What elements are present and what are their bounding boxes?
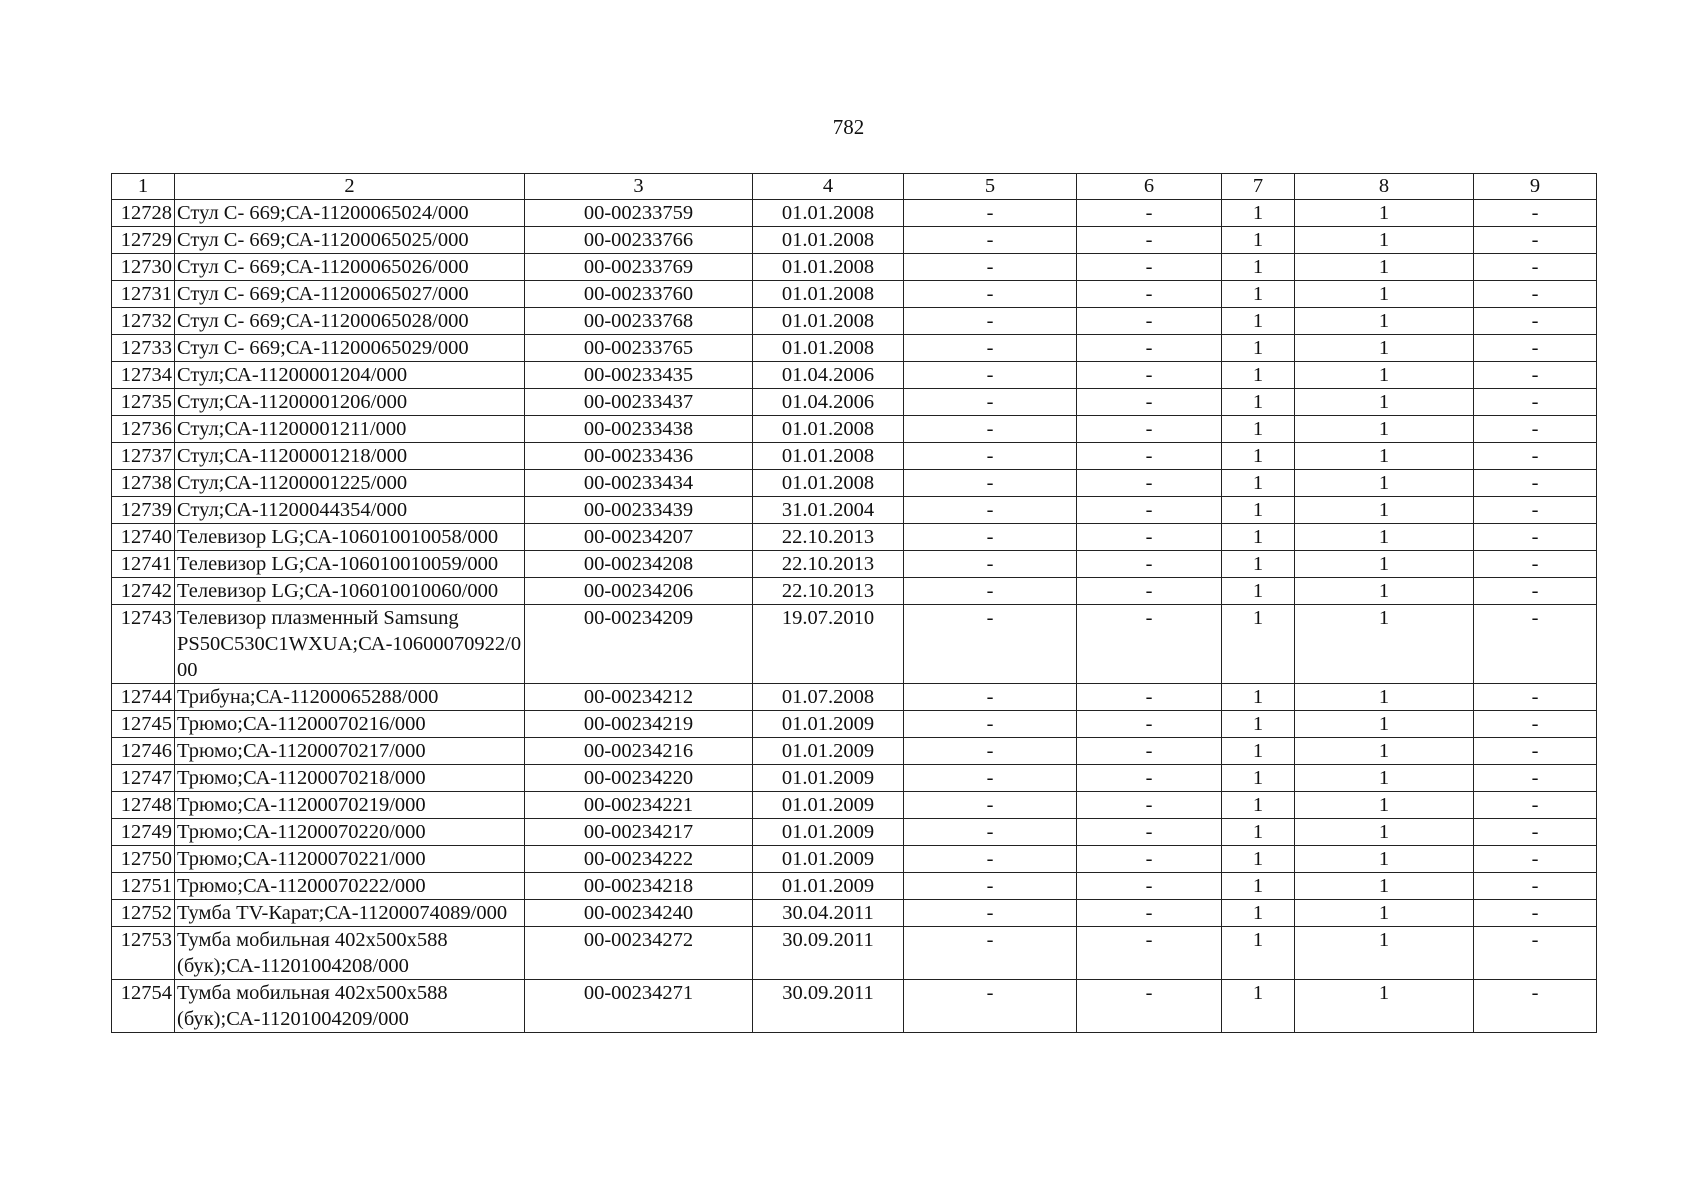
inventory-table	[111, 173, 1597, 1033]
row-number: 12728	[112, 200, 175, 227]
item-name: Тумба TV-Карат;СА-11200074089/000	[175, 900, 525, 927]
date: 01.01.2009	[753, 711, 904, 738]
table-row	[112, 335, 1597, 362]
col-9-value: -	[1474, 980, 1597, 1033]
column-header: 2	[175, 174, 525, 200]
table-row	[112, 684, 1597, 711]
col-5-value: -	[904, 819, 1077, 846]
col-5-value: -	[904, 362, 1077, 389]
col-8-value: 1	[1295, 227, 1474, 254]
col-5-value: -	[904, 846, 1077, 873]
col-7-value: 1	[1222, 389, 1295, 416]
col-9-value: -	[1474, 362, 1597, 389]
inventory-code: 00-00234206	[525, 578, 753, 605]
col-8-value: 1	[1295, 389, 1474, 416]
col-6-value: -	[1077, 738, 1222, 765]
col-8-value: 1	[1295, 578, 1474, 605]
col-5-value: -	[904, 792, 1077, 819]
table-row	[112, 711, 1597, 738]
col-5-value: -	[904, 578, 1077, 605]
col-7-value: 1	[1222, 362, 1295, 389]
col-7-value: 1	[1222, 578, 1295, 605]
item-name: Стул;СА-11200044354/000	[175, 497, 525, 524]
item-name: Трибуна;СА-11200065288/000	[175, 684, 525, 711]
col-5-value: -	[904, 254, 1077, 281]
col-6-value: -	[1077, 254, 1222, 281]
item-name: Трюмо;СА-11200070220/000	[175, 819, 525, 846]
table-row	[112, 227, 1597, 254]
col-6-value: -	[1077, 416, 1222, 443]
item-name: Телевизор LG;СА-106010010060/000	[175, 578, 525, 605]
col-9-value: -	[1474, 254, 1597, 281]
date: 01.04.2006	[753, 389, 904, 416]
col-7-value: 1	[1222, 416, 1295, 443]
col-5-value: -	[904, 443, 1077, 470]
inventory-code: 00-00234216	[525, 738, 753, 765]
item-name: Стул;СА-11200001225/000	[175, 470, 525, 497]
date: 01.01.2008	[753, 281, 904, 308]
col-8-value: 1	[1295, 335, 1474, 362]
col-5-value: -	[904, 980, 1077, 1033]
inventory-code: 00-00233760	[525, 281, 753, 308]
col-5-value: -	[904, 711, 1077, 738]
col-8-value: 1	[1295, 900, 1474, 927]
column-header: 7	[1222, 174, 1295, 200]
inventory-code: 00-00233439	[525, 497, 753, 524]
col-5-value: -	[904, 873, 1077, 900]
col-8-value: 1	[1295, 497, 1474, 524]
inventory-code: 00-00234220	[525, 765, 753, 792]
item-name: Стул;СА-11200001218/000	[175, 443, 525, 470]
col-5-value: -	[904, 281, 1077, 308]
col-9-value: -	[1474, 470, 1597, 497]
table-row	[112, 254, 1597, 281]
col-7-value: 1	[1222, 980, 1295, 1033]
table-row	[112, 281, 1597, 308]
col-9-value: -	[1474, 524, 1597, 551]
row-number: 12738	[112, 470, 175, 497]
item-name: Трюмо;СА-11200070216/000	[175, 711, 525, 738]
col-7-value: 1	[1222, 846, 1295, 873]
table-row	[112, 980, 1597, 1033]
col-7-value: 1	[1222, 443, 1295, 470]
col-8-value: 1	[1295, 846, 1474, 873]
inventory-code: 00-00234222	[525, 846, 753, 873]
item-name: Стул С- 669;СА-11200065028/000	[175, 308, 525, 335]
col-9-value: -	[1474, 711, 1597, 738]
row-number: 12730	[112, 254, 175, 281]
inventory-code: 00-00234209	[525, 605, 753, 684]
col-8-value: 1	[1295, 524, 1474, 551]
col-7-value: 1	[1222, 792, 1295, 819]
column-header: 3	[525, 174, 753, 200]
row-number: 12751	[112, 873, 175, 900]
date: 30.09.2011	[753, 927, 904, 980]
row-number: 12747	[112, 765, 175, 792]
table-row	[112, 873, 1597, 900]
col-9-value: -	[1474, 389, 1597, 416]
col-7-value: 1	[1222, 765, 1295, 792]
col-6-value: -	[1077, 711, 1222, 738]
col-9-value: -	[1474, 200, 1597, 227]
col-8-value: 1	[1295, 443, 1474, 470]
inventory-code: 00-00234221	[525, 792, 753, 819]
col-6-value: -	[1077, 873, 1222, 900]
col-9-value: -	[1474, 873, 1597, 900]
row-number: 12743	[112, 605, 175, 684]
page-number: 782	[832, 115, 865, 139]
col-5-value: -	[904, 227, 1077, 254]
table-row	[112, 200, 1597, 227]
table-row	[112, 792, 1597, 819]
row-number: 12729	[112, 227, 175, 254]
table-row	[112, 819, 1597, 846]
col-8-value: 1	[1295, 792, 1474, 819]
col-7-value: 1	[1222, 605, 1295, 684]
col-7-value: 1	[1222, 308, 1295, 335]
col-5-value: -	[904, 684, 1077, 711]
inventory-code: 00-00233759	[525, 200, 753, 227]
inventory-code: 00-00233435	[525, 362, 753, 389]
table-row	[112, 362, 1597, 389]
inventory-code: 00-00233766	[525, 227, 753, 254]
date: 01.01.2008	[753, 200, 904, 227]
inventory-code: 00-00233765	[525, 335, 753, 362]
column-header: 6	[1077, 174, 1222, 200]
table-row	[112, 416, 1597, 443]
col-6-value: -	[1077, 443, 1222, 470]
col-9-value: -	[1474, 578, 1597, 605]
table-row	[112, 497, 1597, 524]
table-row	[112, 308, 1597, 335]
item-name: Стул;СА-11200001206/000	[175, 389, 525, 416]
col-6-value: -	[1077, 980, 1222, 1033]
col-7-value: 1	[1222, 819, 1295, 846]
table-row	[112, 927, 1597, 980]
table-row	[112, 605, 1597, 684]
col-9-value: -	[1474, 551, 1597, 578]
row-number: 12753	[112, 927, 175, 980]
inventory-code: 00-00233769	[525, 254, 753, 281]
table-row	[112, 551, 1597, 578]
table-row	[112, 389, 1597, 416]
table-row	[112, 443, 1597, 470]
col-6-value: -	[1077, 551, 1222, 578]
date: 01.01.2008	[753, 470, 904, 497]
col-6-value: -	[1077, 792, 1222, 819]
col-7-value: 1	[1222, 335, 1295, 362]
col-5-value: -	[904, 765, 1077, 792]
row-number: 12754	[112, 980, 175, 1033]
col-8-value: 1	[1295, 200, 1474, 227]
col-6-value: -	[1077, 927, 1222, 980]
inventory-code: 00-00234208	[525, 551, 753, 578]
item-name: Стул С- 669;СА-11200065026/000	[175, 254, 525, 281]
column-header: 5	[904, 174, 1077, 200]
col-5-value: -	[904, 738, 1077, 765]
col-6-value: -	[1077, 281, 1222, 308]
table-row	[112, 900, 1597, 927]
date: 01.01.2009	[753, 846, 904, 873]
item-name: Трюмо;СА-11200070218/000	[175, 765, 525, 792]
table-row	[112, 738, 1597, 765]
row-number: 12731	[112, 281, 175, 308]
table-row	[112, 524, 1597, 551]
row-number: 12739	[112, 497, 175, 524]
inventory-code: 00-00234240	[525, 900, 753, 927]
inventory-code: 00-00234212	[525, 684, 753, 711]
date: 30.09.2011	[753, 980, 904, 1033]
col-9-value: -	[1474, 927, 1597, 980]
col-8-value: 1	[1295, 470, 1474, 497]
col-8-value: 1	[1295, 927, 1474, 980]
row-number: 12745	[112, 711, 175, 738]
item-name: Трюмо;СА-11200070217/000	[175, 738, 525, 765]
column-header: 8	[1295, 174, 1474, 200]
col-9-value: -	[1474, 335, 1597, 362]
col-6-value: -	[1077, 578, 1222, 605]
col-8-value: 1	[1295, 765, 1474, 792]
date: 01.07.2008	[753, 684, 904, 711]
col-7-value: 1	[1222, 254, 1295, 281]
item-name: Стул С- 669;СА-11200065027/000	[175, 281, 525, 308]
col-6-value: -	[1077, 497, 1222, 524]
item-name: Стул С- 669;СА-11200065025/000	[175, 227, 525, 254]
col-7-value: 1	[1222, 227, 1295, 254]
col-7-value: 1	[1222, 684, 1295, 711]
date: 01.01.2009	[753, 792, 904, 819]
row-number: 12733	[112, 335, 175, 362]
row-number: 12734	[112, 362, 175, 389]
inventory-code: 00-00234271	[525, 980, 753, 1033]
col-8-value: 1	[1295, 308, 1474, 335]
date: 22.10.2013	[753, 551, 904, 578]
inventory-code: 00-00234217	[525, 819, 753, 846]
date: 01.01.2008	[753, 335, 904, 362]
item-name: Телевизор LG;СА-106010010059/000	[175, 551, 525, 578]
col-8-value: 1	[1295, 819, 1474, 846]
col-8-value: 1	[1295, 738, 1474, 765]
col-6-value: -	[1077, 335, 1222, 362]
column-header: 4	[753, 174, 904, 200]
row-number: 12748	[112, 792, 175, 819]
item-name: Телевизор LG;СА-106010010058/000	[175, 524, 525, 551]
col-6-value: -	[1077, 524, 1222, 551]
col-9-value: -	[1474, 497, 1597, 524]
date: 19.07.2010	[753, 605, 904, 684]
col-9-value: -	[1474, 846, 1597, 873]
date: 01.01.2008	[753, 416, 904, 443]
col-6-value: -	[1077, 846, 1222, 873]
date: 01.01.2008	[753, 443, 904, 470]
col-6-value: -	[1077, 684, 1222, 711]
col-8-value: 1	[1295, 980, 1474, 1033]
col-6-value: -	[1077, 362, 1222, 389]
col-5-value: -	[904, 335, 1077, 362]
inventory-code: 00-00233438	[525, 416, 753, 443]
col-7-value: 1	[1222, 497, 1295, 524]
date: 01.01.2009	[753, 873, 904, 900]
header-row	[112, 174, 1597, 200]
col-7-value: 1	[1222, 524, 1295, 551]
col-5-value: -	[904, 524, 1077, 551]
col-5-value: -	[904, 470, 1077, 497]
col-9-value: -	[1474, 281, 1597, 308]
col-9-value: -	[1474, 792, 1597, 819]
inventory-code: 00-00233437	[525, 389, 753, 416]
col-9-value: -	[1474, 227, 1597, 254]
row-number: 12749	[112, 819, 175, 846]
date: 31.01.2004	[753, 497, 904, 524]
col-8-value: 1	[1295, 254, 1474, 281]
date: 22.10.2013	[753, 524, 904, 551]
col-9-value: -	[1474, 765, 1597, 792]
col-7-value: 1	[1222, 470, 1295, 497]
col-9-value: -	[1474, 308, 1597, 335]
col-6-value: -	[1077, 819, 1222, 846]
col-8-value: 1	[1295, 684, 1474, 711]
date: 30.04.2011	[753, 900, 904, 927]
col-8-value: 1	[1295, 362, 1474, 389]
col-6-value: -	[1077, 765, 1222, 792]
col-7-value: 1	[1222, 200, 1295, 227]
date: 01.01.2008	[753, 308, 904, 335]
item-name: Стул;СА-11200001211/000	[175, 416, 525, 443]
inventory-code: 00-00233768	[525, 308, 753, 335]
col-5-value: -	[904, 551, 1077, 578]
row-number: 12737	[112, 443, 175, 470]
col-6-value: -	[1077, 308, 1222, 335]
date: 01.01.2008	[753, 227, 904, 254]
col-7-value: 1	[1222, 551, 1295, 578]
column-header: 9	[1474, 174, 1597, 200]
col-9-value: -	[1474, 684, 1597, 711]
table-row	[112, 578, 1597, 605]
inventory-code: 00-00233434	[525, 470, 753, 497]
item-name: Стул С- 669;СА-11200065029/000	[175, 335, 525, 362]
col-8-value: 1	[1295, 873, 1474, 900]
inventory-code: 00-00234207	[525, 524, 753, 551]
inventory-code: 00-00234272	[525, 927, 753, 980]
col-7-value: 1	[1222, 738, 1295, 765]
date: 01.01.2008	[753, 254, 904, 281]
col-9-value: -	[1474, 416, 1597, 443]
row-number: 12736	[112, 416, 175, 443]
row-number: 12746	[112, 738, 175, 765]
column-header: 1	[112, 174, 175, 200]
col-7-value: 1	[1222, 711, 1295, 738]
row-number: 12750	[112, 846, 175, 873]
col-6-value: -	[1077, 605, 1222, 684]
item-name: Стул С- 669;СА-11200065024/000	[175, 200, 525, 227]
col-9-value: -	[1474, 819, 1597, 846]
item-name: Телевизор плазменный Samsung PS50C530C1WXUA;СА-10600070922/000	[175, 605, 525, 684]
row-number: 12735	[112, 389, 175, 416]
item-name: Тумба мобильная 402x500x588 (бук);СА-11201004208/000	[175, 927, 525, 980]
col-9-value: -	[1474, 900, 1597, 927]
date: 01.01.2009	[753, 738, 904, 765]
row-number: 12732	[112, 308, 175, 335]
col-7-value: 1	[1222, 873, 1295, 900]
row-number: 12744	[112, 684, 175, 711]
col-5-value: -	[904, 497, 1077, 524]
col-5-value: -	[904, 389, 1077, 416]
item-name: Трюмо;СА-11200070222/000	[175, 873, 525, 900]
inventory-code: 00-00234219	[525, 711, 753, 738]
date: 22.10.2013	[753, 578, 904, 605]
row-number: 12741	[112, 551, 175, 578]
item-name: Трюмо;СА-11200070219/000	[175, 792, 525, 819]
col-6-value: -	[1077, 470, 1222, 497]
col-6-value: -	[1077, 389, 1222, 416]
col-8-value: 1	[1295, 281, 1474, 308]
item-name: Трюмо;СА-11200070221/000	[175, 846, 525, 873]
col-9-value: -	[1474, 443, 1597, 470]
col-9-value: -	[1474, 605, 1597, 684]
table-row	[112, 470, 1597, 497]
col-8-value: 1	[1295, 416, 1474, 443]
item-name: Тумба мобильная 402x500x588 (бук);СА-11201004209/000	[175, 980, 525, 1033]
col-5-value: -	[904, 416, 1077, 443]
item-name: Стул;СА-11200001204/000	[175, 362, 525, 389]
inventory-code: 00-00234218	[525, 873, 753, 900]
col-8-value: 1	[1295, 711, 1474, 738]
col-5-value: -	[904, 308, 1077, 335]
col-5-value: -	[904, 605, 1077, 684]
col-8-value: 1	[1295, 605, 1474, 684]
col-6-value: -	[1077, 227, 1222, 254]
col-6-value: -	[1077, 900, 1222, 927]
row-number: 12752	[112, 900, 175, 927]
col-5-value: -	[904, 900, 1077, 927]
row-number: 12740	[112, 524, 175, 551]
col-7-value: 1	[1222, 927, 1295, 980]
date: 01.01.2009	[753, 819, 904, 846]
inventory-code: 00-00233436	[525, 443, 753, 470]
col-8-value: 1	[1295, 551, 1474, 578]
row-number: 12742	[112, 578, 175, 605]
table-row	[112, 765, 1597, 792]
col-7-value: 1	[1222, 900, 1295, 927]
table-row	[112, 846, 1597, 873]
col-7-value: 1	[1222, 281, 1295, 308]
date: 01.01.2009	[753, 765, 904, 792]
col-5-value: -	[904, 927, 1077, 980]
col-9-value: -	[1474, 738, 1597, 765]
col-6-value: -	[1077, 200, 1222, 227]
col-5-value: -	[904, 200, 1077, 227]
date: 01.04.2006	[753, 362, 904, 389]
